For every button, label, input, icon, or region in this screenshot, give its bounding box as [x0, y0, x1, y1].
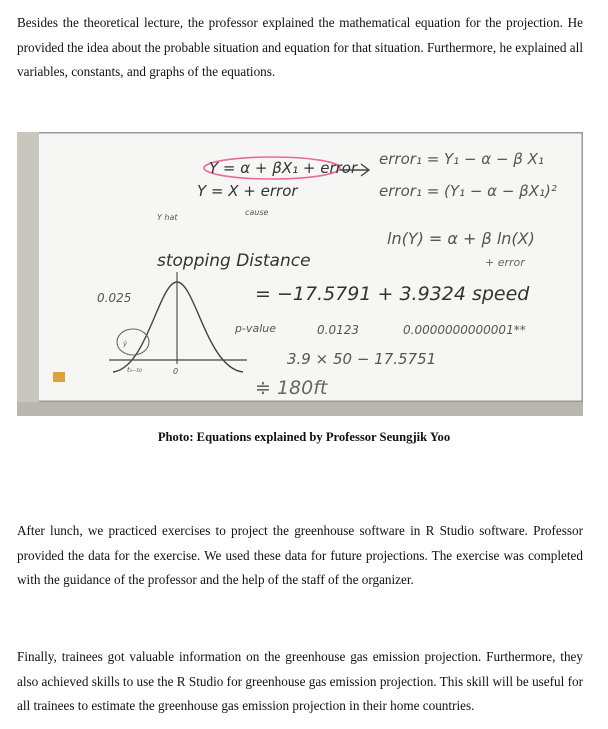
error-eq1: error₁ = Y₁ − α − β X₁ — [379, 150, 544, 168]
curve-label-b: tₙ₋₅₀ — [127, 366, 142, 374]
pvalue-2: 0.0000000000001** — [403, 323, 526, 337]
calculation: 3.9 × 50 − 17.5751 — [287, 350, 437, 368]
finally-paragraph: Finally, trainees got valuable information on the greenhouse gas emission projection. Furthermore, they also achieved skills to use the R Studio for greenhouse gas emission projection. This skill will be useful for all trainees to estimate the greenhouse gas emission projection in their home countries. — [17, 649, 583, 714]
ln-equation: ln(Y) = α + β ln(X) — [387, 229, 535, 248]
eq2-text: Y = X + error — [197, 182, 298, 200]
error-eq2: error₁ = (Y₁ − α − βX₁)² — [379, 182, 557, 200]
photo-caption: Photo: Equations explained by Professor Seungjik Yoo — [157, 430, 451, 444]
whiteboard-image — [17, 132, 583, 416]
whiteboard-photo — [17, 132, 583, 416]
eq1-text: Y = α + βX₁ + error — [209, 159, 358, 177]
sticker — [53, 372, 65, 382]
pvalue-label: p-value — [235, 322, 276, 335]
pvalue-1: 0.0123 — [317, 323, 359, 337]
regression-equation: = −17.5791 + 3.9324 speed — [255, 283, 530, 305]
ln-error: + error — [485, 256, 525, 269]
eq2-label-b: cause — [245, 208, 269, 217]
zero-label: 0 — [173, 367, 179, 376]
after-lunch-paragraph: After lunch, we practiced exercises to project the greenhouse software in R Studio software. Professor provided the data for the exercise. We used these data for future projections. The exercise was completed with the guidance of the professor and the help of the staff of the organizer. — [17, 523, 583, 588]
curve-label-a: ŷ — [123, 340, 128, 348]
stopping-distance-title: stopping Distance — [157, 251, 311, 271]
calculation-result: ≑ 180ft — [255, 377, 328, 399]
eq2-label-a: Y hat — [157, 213, 178, 222]
alpha-label: 0.025 — [97, 291, 132, 305]
intro-paragraph: Besides the theoretical lecture, the professor explained the mathematical equation for the projection. He provided the idea about the probable situation and equation for that situation. Furthermore, he explained all variables, constants, and graphs of the equations. — [17, 15, 583, 80]
